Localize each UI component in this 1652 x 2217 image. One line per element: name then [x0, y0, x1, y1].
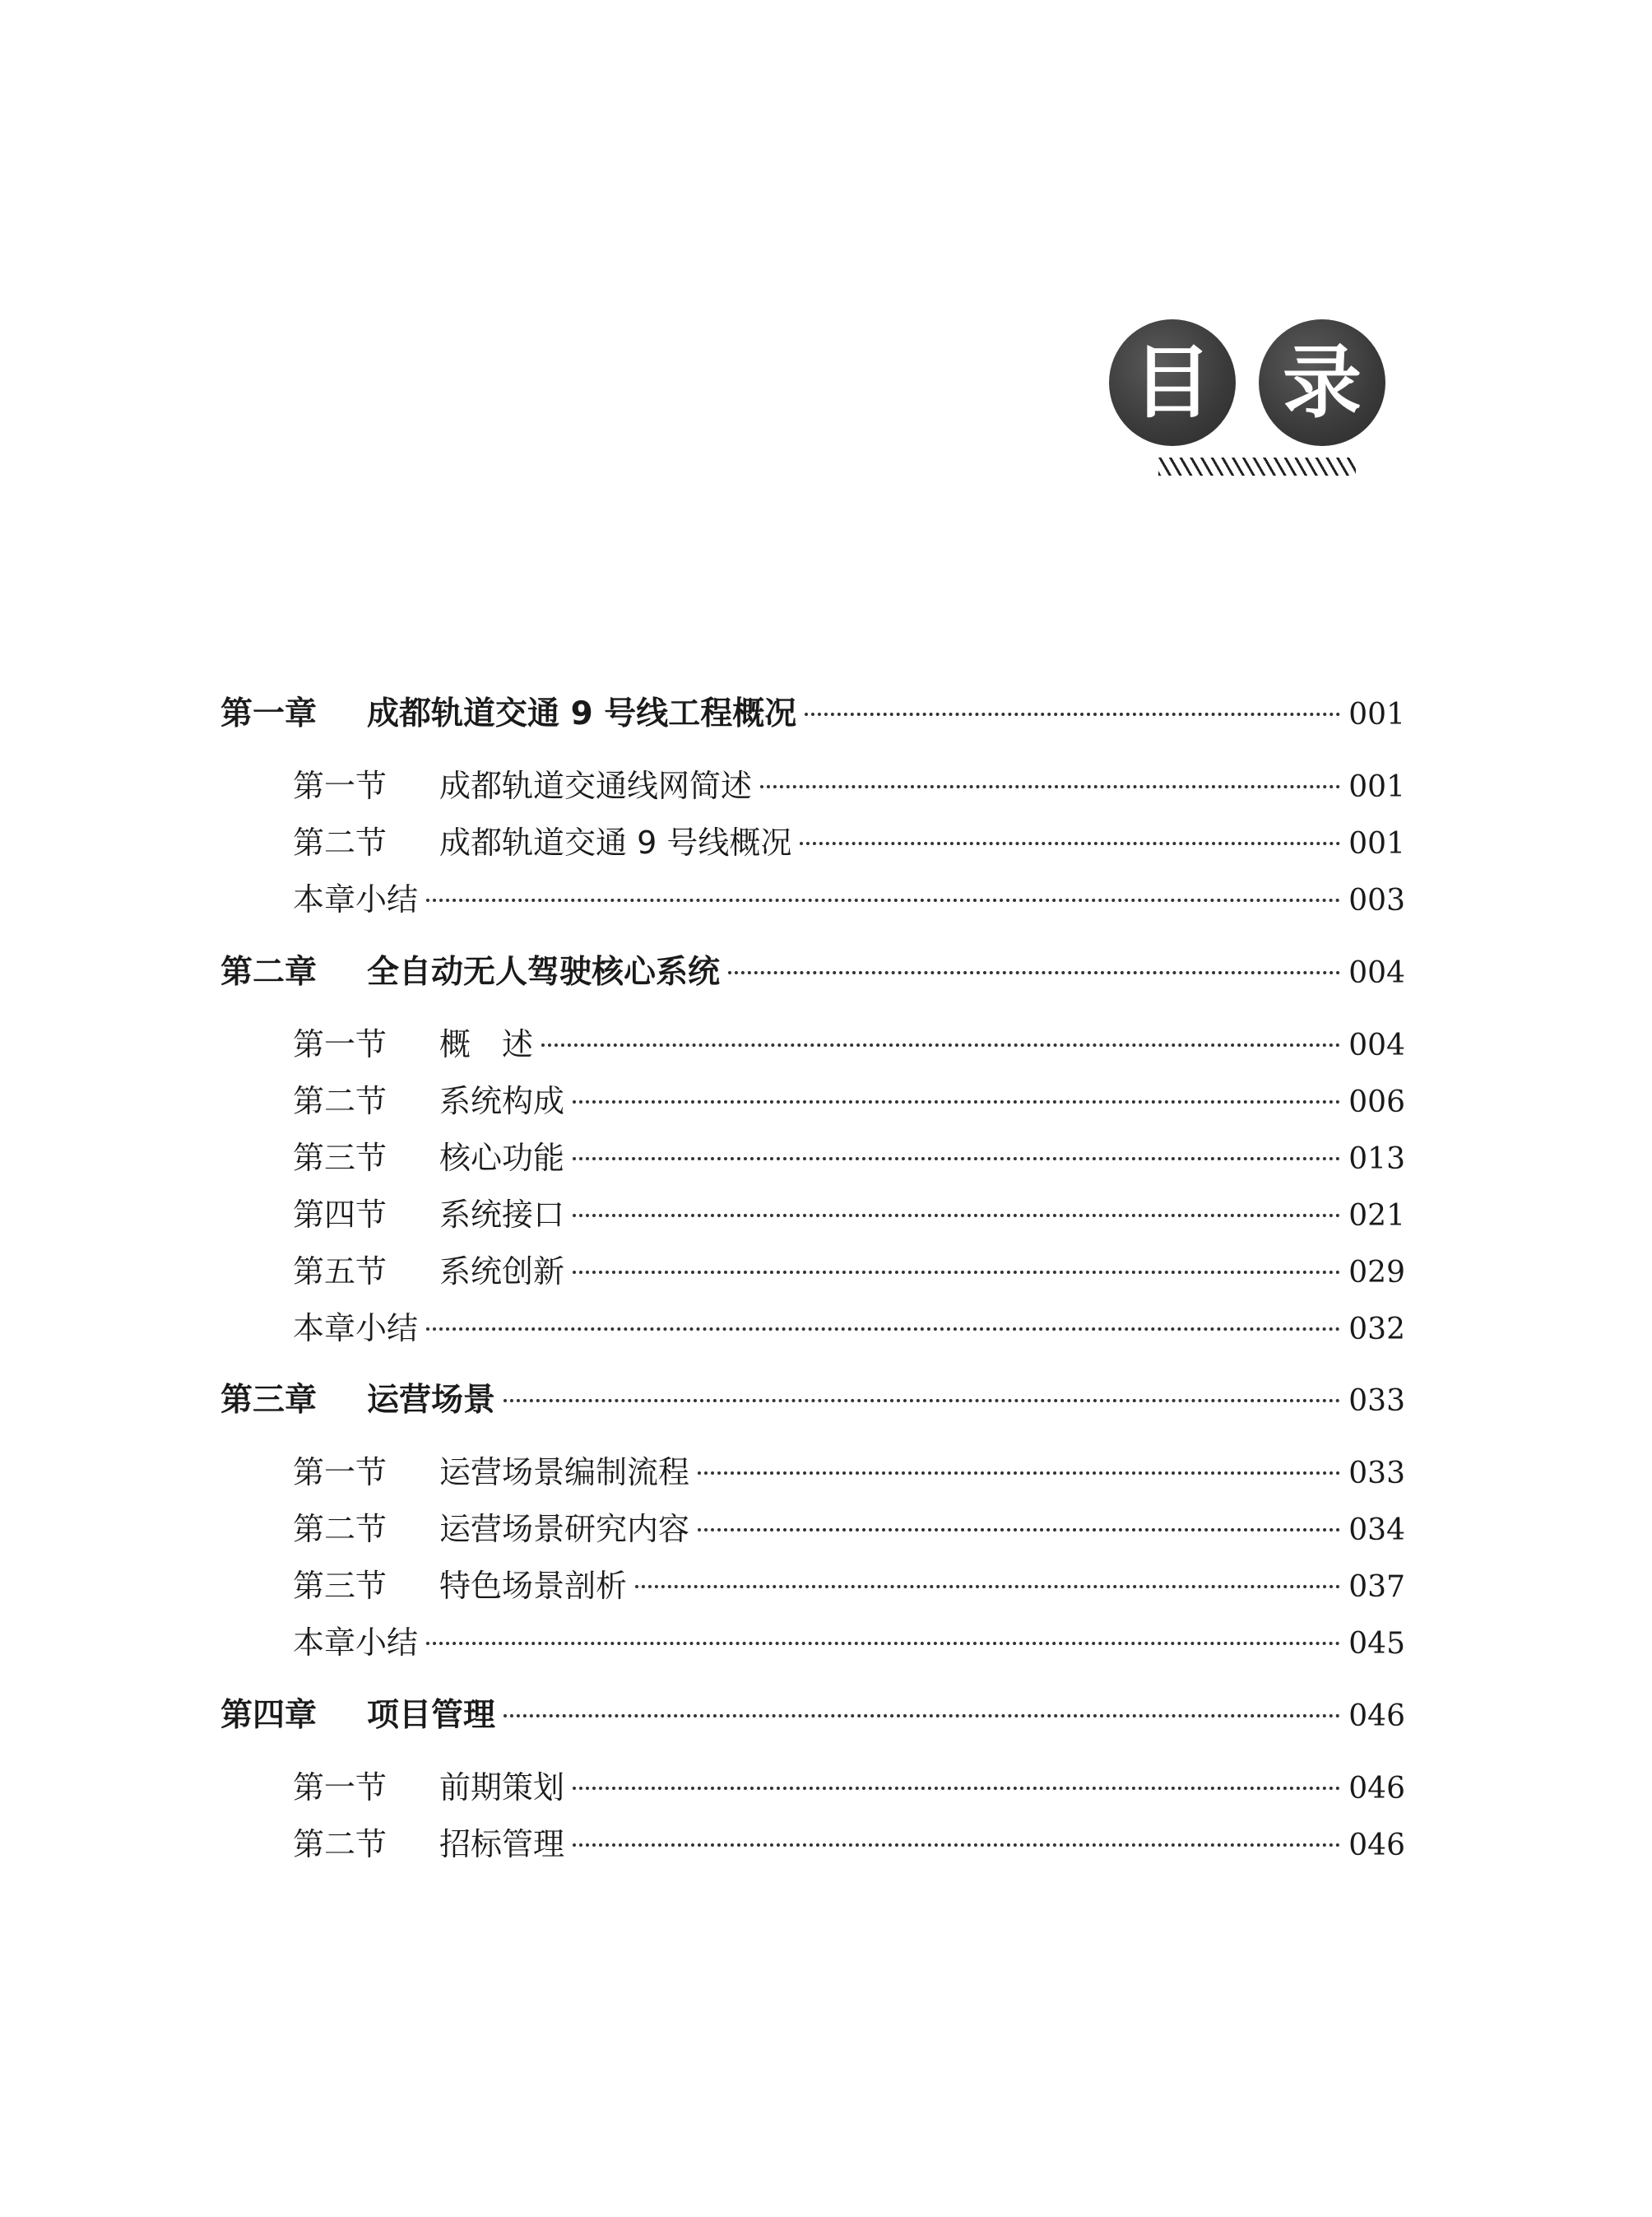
- toc-section-row[interactable]: [293, 760, 1405, 806]
- toc-page-number: 003: [1348, 884, 1405, 918]
- toc-page-number: 029: [1348, 1256, 1405, 1290]
- toc-entry-title: 本章小结: [293, 1624, 419, 1661]
- toc-chapter-row[interactable]: [220, 1689, 1405, 1736]
- toc-entry-number: 第一节: [293, 1026, 387, 1062]
- toc-chapter-row[interactable]: [220, 946, 1405, 992]
- toc-entry-number: 第一节: [293, 1454, 387, 1490]
- toc-entry-title: 项目管理: [367, 1697, 496, 1734]
- toc-entry-number: 第二节: [293, 1083, 387, 1119]
- toc-entry-title: 本章小结: [293, 881, 419, 918]
- toc-page-number: 001: [1348, 698, 1405, 732]
- toc-page-number: 034: [1348, 1513, 1405, 1547]
- toc-entry-title: 本章小结: [293, 1310, 419, 1346]
- toc-entry-title: 成都轨道交通 9 号线工程概况: [367, 695, 797, 732]
- dot-leader: [698, 1471, 1340, 1475]
- toc-section-row[interactable]: [293, 1076, 1405, 1121]
- toc-entry-number: 第一节: [293, 1769, 387, 1806]
- dot-leader: [698, 1528, 1340, 1531]
- dot-leader: [573, 1157, 1340, 1160]
- dot-leader: [573, 1787, 1340, 1790]
- toc-entry-number: 第二节: [293, 1826, 387, 1862]
- dot-leader: [426, 1327, 1340, 1331]
- toc-page-number: 045: [1348, 1627, 1405, 1661]
- toc-page-number: 033: [1348, 1457, 1405, 1490]
- toc-page-number: 004: [1348, 956, 1405, 990]
- toc-entry-number: 第三节: [293, 1568, 387, 1604]
- toc-entry-number: 第四章: [220, 1697, 318, 1734]
- toc-entry-number: 第四节: [293, 1197, 387, 1233]
- dot-leader: [573, 1214, 1340, 1217]
- toc-heading: [1109, 319, 1394, 484]
- toc-section-row[interactable]: [293, 1819, 1405, 1864]
- toc-section-row[interactable]: [293, 1303, 1405, 1348]
- toc-section-row[interactable]: [293, 1447, 1405, 1492]
- toc-entry-title: 系统接口: [439, 1197, 565, 1233]
- toc-page-number: 004: [1348, 1029, 1405, 1062]
- dot-leader: [426, 899, 1340, 902]
- toc-entry-number: 第二节: [293, 825, 387, 861]
- toc-page-number: 013: [1348, 1142, 1405, 1176]
- toc-page-number: 046: [1348, 1699, 1405, 1733]
- toc-section-row[interactable]: [293, 874, 1405, 919]
- toc-section-row[interactable]: [293, 1560, 1405, 1606]
- toc-entry-number: 第二章: [220, 954, 318, 991]
- toc-entry-title: 系统创新: [439, 1253, 565, 1290]
- toc-page-number: 001: [1348, 827, 1405, 861]
- toc-entry-number: 第一章: [220, 695, 318, 732]
- toc-page-number: 046: [1348, 1772, 1405, 1806]
- toc-page-number: 033: [1348, 1384, 1405, 1418]
- toc-entry-number: 第三节: [293, 1140, 387, 1176]
- dot-leader: [573, 1271, 1340, 1274]
- toc-entry-title: 运营场景研究内容: [439, 1511, 690, 1547]
- toc-entry-number: 第一节: [293, 768, 387, 804]
- title-char-lu: 录: [1259, 319, 1385, 446]
- toc-entry-title: 运营场景: [367, 1382, 496, 1419]
- toc-entry-title: 全自动无人驾驶核心系统: [367, 954, 721, 991]
- toc-page-number: 046: [1348, 1829, 1405, 1862]
- dot-leader: [635, 1585, 1340, 1588]
- toc-entry-title: 运营场景编制流程: [439, 1454, 690, 1490]
- dot-leader: [503, 1714, 1340, 1717]
- toc-section-row[interactable]: [293, 1504, 1405, 1549]
- toc-entry-title: 特色场景剖析: [439, 1568, 628, 1604]
- dot-leader: [800, 842, 1340, 845]
- toc-section-row[interactable]: [293, 1762, 1405, 1807]
- dot-leader: [573, 1100, 1340, 1104]
- toc-section-row[interactable]: [293, 1617, 1405, 1662]
- dot-leader: [805, 713, 1340, 716]
- toc-entry-number: 第三章: [220, 1382, 318, 1419]
- toc-entry-title: 核心功能: [439, 1140, 565, 1176]
- toc-section-row[interactable]: [293, 1246, 1405, 1291]
- toc-chapter-row[interactable]: [220, 1374, 1405, 1420]
- toc-chapter-row[interactable]: [220, 688, 1405, 734]
- dot-leader: [426, 1642, 1340, 1645]
- dot-leader: [760, 785, 1340, 788]
- toc-section-row[interactable]: [293, 1019, 1405, 1064]
- toc-entry-title: 前期策划: [439, 1769, 565, 1806]
- title-char-mu: 目: [1109, 319, 1236, 446]
- toc-entry-title: 招标管理: [439, 1826, 565, 1862]
- toc-entry-title: 系统构成: [439, 1083, 565, 1119]
- toc-entry-number: 第五节: [293, 1253, 387, 1290]
- toc-entry-title: 成都轨道交通 9 号线概况: [439, 825, 792, 861]
- toc-section-row[interactable]: [293, 1189, 1405, 1234]
- toc-page-number: 037: [1348, 1570, 1405, 1604]
- toc-section-row[interactable]: [293, 817, 1405, 862]
- dot-leader: [503, 1399, 1340, 1402]
- toc-page-number: 006: [1348, 1085, 1405, 1119]
- hatch-decoration: [1158, 458, 1356, 476]
- dot-leader: [541, 1043, 1340, 1047]
- toc-section-row[interactable]: [293, 1132, 1405, 1178]
- dot-leader: [573, 1843, 1340, 1847]
- dot-leader: [728, 971, 1340, 974]
- toc-page-number: 032: [1348, 1313, 1405, 1346]
- toc-entry-title: 成都轨道交通线网简述: [439, 768, 753, 804]
- toc-page-number: 021: [1348, 1199, 1405, 1233]
- toc-entry-number: 第二节: [293, 1511, 387, 1547]
- toc-page-number: 001: [1348, 770, 1405, 804]
- toc-entry-title: 概 述: [439, 1026, 534, 1062]
